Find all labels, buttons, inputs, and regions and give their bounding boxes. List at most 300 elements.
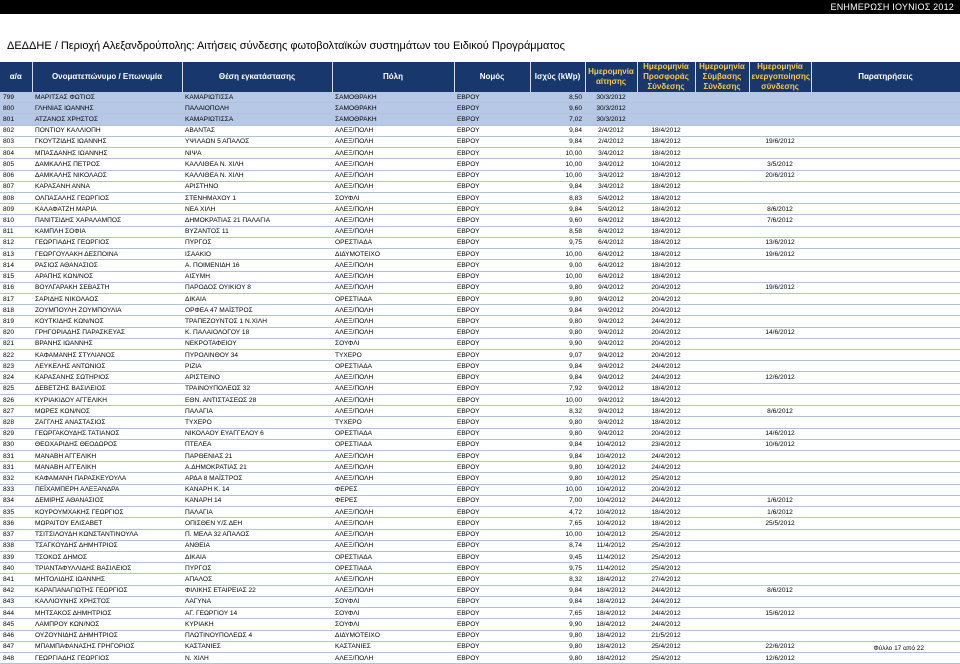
cell-offer-date: 25/4/2012 <box>637 529 695 540</box>
cell-application-date: 2/4/2012 <box>585 125 637 136</box>
cell-remarks <box>811 170 960 181</box>
cell-offer-date: 25/4/2012 <box>637 551 695 562</box>
cell-aa: 843 <box>0 596 32 607</box>
cell-application-date: 18/4/2012 <box>585 585 637 596</box>
cell-location: ΑΠΑΛΟΣ <box>182 574 332 585</box>
cell-name: ΜΠΑΜΠΑΦΑΝΑΣΗΣ ΓΡΗΓΟΡΙΟΣ <box>32 641 182 652</box>
cell-contract-date <box>695 192 749 203</box>
cell-city: ΣΑΜΟΘΡΑΚΗ <box>332 114 454 125</box>
cell-prefecture: ΕΒΡΟΥ <box>454 451 530 462</box>
cell-activation-date: 12/6/2012 <box>749 652 811 663</box>
cell-prefecture: ΕΒΡΟΥ <box>454 350 530 361</box>
cell-contract-date <box>695 495 749 506</box>
table-row <box>0 563 960 574</box>
cell-name: ΚΑΦΑΜΑΝΗΣ ΣΤΥΛΙΑΝΟΣ <box>32 350 182 361</box>
cell-name: ΚΑΜΠΛΗ ΣΟΦΙΑ <box>32 226 182 237</box>
cell-location: ΛΑΓΥΝΑ <box>182 596 332 607</box>
cell-location: ΑΝΘΕΙΑ <box>182 540 332 551</box>
table-row <box>0 249 960 260</box>
cell-power: 9,84 <box>530 204 585 215</box>
cell-remarks <box>811 92 960 103</box>
table-row <box>0 596 960 607</box>
cell-contract-date <box>695 316 749 327</box>
table-row <box>0 585 960 596</box>
cell-offer-date: 18/4/2012 <box>637 518 695 529</box>
cell-location: ΑΡΔΑ 8 ΜΑΪΣΤΡΟΣ <box>182 473 332 484</box>
cell-power: 9,84 <box>530 136 585 147</box>
cell-name: ΜΩΡΕΣ ΚΩΝ/ΝΟΣ <box>32 406 182 417</box>
table-row <box>0 181 960 192</box>
cell-aa: 801 <box>0 114 32 125</box>
cell-activation-date <box>749 361 811 372</box>
cell-contract-date <box>695 271 749 282</box>
cell-application-date: 9/4/2012 <box>585 327 637 338</box>
cell-power: 10,00 <box>530 271 585 282</box>
cell-city: ΟΡΕΣΤΙΑΔΑ <box>332 551 454 562</box>
cell-contract-date <box>695 204 749 215</box>
cell-remarks <box>811 249 960 260</box>
table-row <box>0 619 960 630</box>
cell-prefecture: ΕΒΡΟΥ <box>454 125 530 136</box>
page-title: ΔΕΔΔΗΕ / Περιοχή Αλεξανδρούπολης: Αιτήσεις σύνδεσης φωτοβολταϊκών συστημάτων του Ειδικού Προγράμματος <box>7 40 565 52</box>
cell-offer-date: 24/4/2012 <box>637 585 695 596</box>
cell-remarks <box>811 305 960 316</box>
cell-power: 9,84 <box>530 439 585 450</box>
table-row <box>0 383 960 394</box>
cell-prefecture: ΕΒΡΟΥ <box>454 136 530 147</box>
cell-application-date: 9/4/2012 <box>585 350 637 361</box>
cell-contract-date <box>695 619 749 630</box>
cell-activation-date: 19/6/2012 <box>749 136 811 147</box>
table-row <box>0 103 960 114</box>
cell-application-date: 5/4/2012 <box>585 192 637 203</box>
cell-aa: 818 <box>0 305 32 316</box>
cell-location: ΚΑΛΛΙΘΕΑ Ν. ΧΙΛΗ <box>182 159 332 170</box>
cell-city: ΤΥΧΕΡΟ <box>332 350 454 361</box>
cell-aa: 814 <box>0 260 32 271</box>
cell-activation-date: 1/6/2012 <box>749 507 811 518</box>
cell-location: ΝΙΚΟΛΑΟΥ ΕΥΑΓΓΕΛΟΥ 6 <box>182 428 332 439</box>
cell-contract-date <box>695 260 749 271</box>
cell-power: 9,75 <box>530 237 585 248</box>
cell-activation-date <box>749 192 811 203</box>
cell-offer-date: 10/4/2012 <box>637 159 695 170</box>
cell-location: Ν. ΧΙΛΗ <box>182 652 332 663</box>
cell-offer-date: 20/4/2012 <box>637 350 695 361</box>
cell-city: ΦΕΡΕΣ <box>332 495 454 506</box>
cell-power: 7,92 <box>530 383 585 394</box>
cell-activation-date <box>749 417 811 428</box>
cell-application-date: 10/4/2012 <box>585 451 637 462</box>
cell-city: ΑΛΕΞ/ΠΟΛΗ <box>332 652 454 663</box>
cell-city: ΤΥΧΕΡΟ <box>332 417 454 428</box>
cell-name: ΟΥΖΟΥΝΙΔΗΣ ΔΗΜΗΤΡΙΟΣ <box>32 630 182 641</box>
cell-prefecture: ΕΒΡΟΥ <box>454 417 530 428</box>
cell-remarks <box>811 529 960 540</box>
cell-activation-date: 10/6/2012 <box>749 439 811 450</box>
cell-power: 10,00 <box>530 249 585 260</box>
cell-name: ΔΕΒΕΤΖΗΣ ΒΑΣΙΛΕΙΟΣ <box>32 383 182 394</box>
cell-contract-date <box>695 585 749 596</box>
cell-aa: 816 <box>0 282 32 293</box>
cell-location: ΡΙΖΙΑ <box>182 361 332 372</box>
cell-application-date: 6/4/2012 <box>585 215 637 226</box>
cell-contract-date <box>695 249 749 260</box>
cell-name: ΠΑΝΙΤΣΙΔΗΣ ΧΑΡΑΛΑΜΠΟΣ <box>32 215 182 226</box>
cell-city: ΑΛΕΞ/ΠΟΛΗ <box>332 260 454 271</box>
cell-offer-date: 20/4/2012 <box>637 305 695 316</box>
cell-name: ΟΛΠΑΣΑΛΗΣ ΓΕΩΡΓΙΟΣ <box>32 192 182 203</box>
cell-aa: 820 <box>0 327 32 338</box>
table-row <box>0 293 960 304</box>
cell-power: 8,32 <box>530 406 585 417</box>
cell-name: ΤΣΙΤΣΙΛΟΥΔΗ ΚΩΝΣΤΑΝΤΙΝΟΥΛΑ <box>32 529 182 540</box>
cell-power: 8,32 <box>530 574 585 585</box>
cell-power: 8,83 <box>530 192 585 203</box>
table-row <box>0 192 960 203</box>
cell-city: ΣΟΥΦΛΙ <box>332 192 454 203</box>
cell-aa: 809 <box>0 204 32 215</box>
cell-application-date: 9/4/2012 <box>585 338 637 349</box>
cell-offer-date: 18/4/2012 <box>637 237 695 248</box>
table-row <box>0 641 960 652</box>
cell-activation-date <box>749 114 811 125</box>
cell-aa: 817 <box>0 293 32 304</box>
table-row <box>0 507 960 518</box>
cell-activation-date: 14/6/2012 <box>749 428 811 439</box>
table-row <box>0 338 960 349</box>
cell-location: ΔΙΚΑΙΑ <box>182 551 332 562</box>
cell-activation-date <box>749 103 811 114</box>
cell-application-date: 9/4/2012 <box>585 372 637 383</box>
cell-city: ΑΛΕΞ/ΠΟΛΗ <box>332 316 454 327</box>
cell-contract-date <box>695 484 749 495</box>
cell-aa: 831 <box>0 462 32 473</box>
cell-prefecture: ΕΒΡΟΥ <box>454 383 530 394</box>
cell-location: ΤΡΑΙΝΟΥΠΟΛΕΩΣ 32 <box>182 383 332 394</box>
cell-offer-date: 18/4/2012 <box>637 260 695 271</box>
cell-power: 10,00 <box>530 484 585 495</box>
cell-offer-date: 18/4/2012 <box>637 136 695 147</box>
cell-prefecture: ΕΒΡΟΥ <box>454 585 530 596</box>
cell-contract-date <box>695 282 749 293</box>
cell-name: ΠΕΪΧΑΜΠΕΡΗ ΑΛΕΞΑΝΔΡΑ <box>32 484 182 495</box>
table-row <box>0 114 960 125</box>
cell-activation-date: 22/6/2012 <box>749 641 811 652</box>
cell-application-date: 3/4/2012 <box>585 181 637 192</box>
cell-city: ΑΛΕΞ/ΠΟΛΗ <box>332 540 454 551</box>
cell-power: 9,80 <box>530 630 585 641</box>
cell-aa: 826 <box>0 394 32 405</box>
cell-name: ΔΑΜΚΑΛΗΣ ΝΙΚΟΛΑΟΣ <box>32 170 182 181</box>
cell-application-date: 9/4/2012 <box>585 293 637 304</box>
cell-power: 9,84 <box>530 585 585 596</box>
cell-activation-date <box>749 473 811 484</box>
cell-offer-date: 20/4/2012 <box>637 484 695 495</box>
cell-location: ΦΙΛΙΚΗΣ ΕΤΑΙΡΕΙΑΣ 22 <box>182 585 332 596</box>
cell-power: 10,00 <box>530 159 585 170</box>
cell-application-date: 9/4/2012 <box>585 417 637 428</box>
cell-city: ΑΛΕΞ/ΠΟΛΗ <box>332 125 454 136</box>
cell-offer-date: 18/4/2012 <box>637 226 695 237</box>
cell-location: ΑΡΙΣΤΗΝΟ <box>182 181 332 192</box>
cell-application-date: 10/4/2012 <box>585 462 637 473</box>
cell-contract-date <box>695 574 749 585</box>
cell-prefecture: ΕΒΡΟΥ <box>454 92 530 103</box>
cell-prefecture: ΕΒΡΟΥ <box>454 215 530 226</box>
cell-power: 9,45 <box>530 551 585 562</box>
cell-location: ΥΨΙΛΑΩΝ 5 ΑΠΑΛΟΣ <box>182 136 332 147</box>
table-row <box>0 529 960 540</box>
cell-activation-date <box>749 383 811 394</box>
table-row <box>0 551 960 562</box>
table-row <box>0 136 960 147</box>
cell-city: ΟΡΕΣΤΙΑΔΑ <box>332 428 454 439</box>
cell-city: ΑΛΕΞ/ΠΟΛΗ <box>332 394 454 405</box>
cell-offer-date: 24/4/2012 <box>637 361 695 372</box>
cell-remarks <box>811 551 960 562</box>
cell-location: ΔΗΜΟΚΡΑΤΙΑΣ 21 ΠΑΛΑΓΙΑ <box>182 215 332 226</box>
cell-location: ΠΥΡΓΟΣ <box>182 237 332 248</box>
cell-application-date: 10/4/2012 <box>585 495 637 506</box>
cell-aa: 808 <box>0 192 32 203</box>
cell-city: ΣΑΜΟΘΡΑΚΗ <box>332 103 454 114</box>
cell-offer-date: 24/4/2012 <box>637 596 695 607</box>
cell-city: ΑΛΕΞ/ΠΟΛΗ <box>332 451 454 462</box>
cell-name: ΡΑΣΙΟΣ ΑΘΑΝΑΣΙΟΣ <box>32 260 182 271</box>
cell-location: ΝΕΚΡΟΤΑΦΕΙΟΥ <box>182 338 332 349</box>
cell-remarks <box>811 473 960 484</box>
cell-application-date: 30/3/2012 <box>585 103 637 114</box>
cell-name: ΜΗΤΣΑΚΟΣ ΔΗΜΗΤΡΙΟΣ <box>32 608 182 619</box>
table-row <box>0 484 960 495</box>
cell-aa: 805 <box>0 159 32 170</box>
cell-city: ΑΛΕΞ/ΠΟΛΗ <box>332 204 454 215</box>
cell-power: 8,74 <box>530 540 585 551</box>
cell-power: 9,80 <box>530 327 585 338</box>
cell-remarks <box>811 271 960 282</box>
cell-offer-date: 25/4/2012 <box>637 641 695 652</box>
cell-remarks <box>811 417 960 428</box>
cell-activation-date <box>749 226 811 237</box>
table-row <box>0 406 960 417</box>
table-row <box>0 574 960 585</box>
cell-remarks <box>811 462 960 473</box>
table-row <box>0 462 960 473</box>
cell-remarks <box>811 507 960 518</box>
cell-location: ΚΑΜΑΡΙΩΤΙΣΣΑ <box>182 114 332 125</box>
cell-power: 9,80 <box>530 293 585 304</box>
cell-application-date: 18/4/2012 <box>585 619 637 630</box>
cell-contract-date <box>695 641 749 652</box>
cell-prefecture: ΕΒΡΟΥ <box>454 148 530 159</box>
cell-offer-date: 18/4/2012 <box>637 383 695 394</box>
cell-activation-date <box>749 316 811 327</box>
cell-name: ΓΕΩΡΓΙΑΔΗΣ ΓΕΩΡΓΙΟΣ <box>32 652 182 663</box>
cell-location: ΑΒΑΝΤΑΣ <box>182 125 332 136</box>
cell-name: ΛΕΥΚΕΛΗΣ ΑΝΤΩΝΙΟΣ <box>32 361 182 372</box>
table-row <box>0 540 960 551</box>
col-application-date: Ημερομηνία αίτησης <box>585 62 637 92</box>
cell-prefecture: ΕΒΡΟΥ <box>454 338 530 349</box>
col-offer-date: Ημερομηνία Προσφοράς Σύνδεσης <box>637 62 695 92</box>
cell-offer-date: 24/4/2012 <box>637 372 695 383</box>
table-row <box>0 215 960 226</box>
cell-remarks <box>811 226 960 237</box>
cell-aa: 829 <box>0 428 32 439</box>
cell-prefecture: ΕΒΡΟΥ <box>454 563 530 574</box>
cell-offer-date: 18/4/2012 <box>637 170 695 181</box>
cell-name: ΚΟΥΡΟΥΜΧΑΚΗΣ ΓΕΩΡΓΙΟΣ <box>32 507 182 518</box>
cell-activation-date <box>749 271 811 282</box>
cell-power: 9,75 <box>530 563 585 574</box>
cell-offer-date: 18/4/2012 <box>637 394 695 405</box>
cell-power: 9,84 <box>530 372 585 383</box>
cell-remarks <box>811 192 960 203</box>
cell-remarks <box>811 406 960 417</box>
cell-city: ΑΛΕΞ/ΠΟΛΗ <box>332 226 454 237</box>
table-row <box>0 204 960 215</box>
col-activation-date: Ημερομηνία ενεργοποίησης σύνδεσης <box>749 62 811 92</box>
cell-prefecture: ΕΒΡΟΥ <box>454 271 530 282</box>
table-row <box>0 226 960 237</box>
cell-city: ΣΟΥΦΛΙ <box>332 596 454 607</box>
cell-contract-date <box>695 350 749 361</box>
cell-power: 9,07 <box>530 350 585 361</box>
cell-power: 9,84 <box>530 361 585 372</box>
cell-offer-date <box>637 114 695 125</box>
cell-aa: 839 <box>0 551 32 562</box>
cell-city: ΑΛΕΞ/ΠΟΛΗ <box>332 170 454 181</box>
page-number: Φύλλο 17 από 22 <box>873 645 924 652</box>
cell-prefecture: ΕΒΡΟΥ <box>454 293 530 304</box>
cell-contract-date <box>695 507 749 518</box>
cell-offer-date: 21/5/2012 <box>637 630 695 641</box>
table-row <box>0 439 960 450</box>
table-header-row <box>0 62 960 92</box>
cell-activation-date: 19/6/2012 <box>749 249 811 260</box>
cell-aa: 806 <box>0 170 32 181</box>
cell-name: ΤΣΟΚΟΣ ΔΗΜΟΣ <box>32 551 182 562</box>
cell-city: ΚΑΣΤΑΝΙΕΣ <box>332 641 454 652</box>
cell-remarks <box>811 574 960 585</box>
cell-power: 9,84 <box>530 596 585 607</box>
cell-location: ΕΘΝ. ΑΝΤΙΣΤΑΣΕΩΣ 28 <box>182 394 332 405</box>
cell-name: ΜΠΑΣΔΑΝΗΣ ΙΩΑΝΝΗΣ <box>32 148 182 159</box>
cell-location: ΚΑΣΤΑΝΙΕΣ <box>182 641 332 652</box>
cell-offer-date: 25/4/2012 <box>637 652 695 663</box>
table-body <box>0 92 960 664</box>
table-row <box>0 327 960 338</box>
cell-city: ΟΡΕΣΤΙΑΔΑ <box>332 361 454 372</box>
cell-contract-date <box>695 361 749 372</box>
cell-offer-date: 20/4/2012 <box>637 428 695 439</box>
cell-contract-date <box>695 596 749 607</box>
cell-aa: 812 <box>0 237 32 248</box>
cell-activation-date <box>749 125 811 136</box>
cell-name: ΔΑΜΚΑΛΗΣ ΠΕΤΡΟΣ <box>32 159 182 170</box>
cell-location: ΠΑΡΟΔΟΣ ΟΥΙΚΙΟΥ 8 <box>182 282 332 293</box>
table-row <box>0 652 960 663</box>
cell-activation-date <box>749 451 811 462</box>
cell-application-date: 18/4/2012 <box>585 630 637 641</box>
table-row <box>0 148 960 159</box>
cell-offer-date: 18/4/2012 <box>637 507 695 518</box>
table-row <box>0 305 960 316</box>
cell-aa: 819 <box>0 316 32 327</box>
cell-prefecture: ΕΒΡΟΥ <box>454 439 530 450</box>
cell-offer-date: 18/4/2012 <box>637 148 695 159</box>
cell-activation-date <box>749 462 811 473</box>
cell-city: ΣΟΥΦΛΙ <box>332 619 454 630</box>
cell-aa: 823 <box>0 361 32 372</box>
cell-remarks <box>811 518 960 529</box>
cell-offer-date: 18/4/2012 <box>637 215 695 226</box>
cell-location: ΠΥΡΓΟΣ <box>182 563 332 574</box>
cell-power: 7,65 <box>530 518 585 529</box>
cell-remarks <box>811 540 960 551</box>
cell-power: 9,80 <box>530 417 585 428</box>
cell-power: 9,80 <box>530 316 585 327</box>
cell-power: 9,00 <box>530 260 585 271</box>
cell-name: ΖΑΓΓΛΗΣ ΑΝΑΣΤΑΣΙΟΣ <box>32 417 182 428</box>
cell-application-date: 9/4/2012 <box>585 316 637 327</box>
cell-remarks <box>811 181 960 192</box>
cell-aa: 832 <box>0 473 32 484</box>
cell-offer-date: 24/4/2012 <box>637 451 695 462</box>
cell-activation-date: 13/6/2012 <box>749 237 811 248</box>
cell-name: ΠΟΝΤΙΟΥ ΚΑΛΛΙΟΠΗ <box>32 125 182 136</box>
cell-power: 9,84 <box>530 305 585 316</box>
cell-location: ΚΑΜΑΡΙΩΤΙΣΣΑ <box>182 92 332 103</box>
table-row <box>0 260 960 271</box>
cell-offer-date: 24/4/2012 <box>637 462 695 473</box>
cell-name: ΤΣΑΓΚΟΥΔΗΣ ΔΗΜΗΤΡΙΟΣ <box>32 540 182 551</box>
cell-location: ΠΑΛΑΙΟΠΟΛΗ <box>182 103 332 114</box>
cell-power: 9,80 <box>530 473 585 484</box>
cell-remarks <box>811 484 960 495</box>
cell-location: Α.ΔΗΜΟΚΡΑΤΙΑΣ 21 <box>182 462 332 473</box>
table-row <box>0 271 960 282</box>
cell-aa: 811 <box>0 226 32 237</box>
cell-name: ΜΩΡΑΙΤΟΥ ΕΛΙΣΑΒΕΤ <box>32 518 182 529</box>
cell-name: ΛΑΜΠΡΟΥ ΚΩΝ/ΝΟΣ <box>32 619 182 630</box>
cell-name: ΖΟΥΜΠΟΥΛΗ ΖΟΥΜΠΟΥΛΙΑ <box>32 305 182 316</box>
table-row <box>0 417 960 428</box>
cell-remarks <box>811 608 960 619</box>
cell-city: ΟΡΕΣΤΙΑΔΑ <box>332 563 454 574</box>
cell-location: ΝΕΑ ΧΙΛΗ <box>182 204 332 215</box>
table-row <box>0 350 960 361</box>
cell-prefecture: ΕΒΡΟΥ <box>454 237 530 248</box>
cell-application-date: 6/4/2012 <box>585 271 637 282</box>
cell-contract-date <box>695 327 749 338</box>
cell-activation-date <box>749 551 811 562</box>
cell-activation-date <box>749 350 811 361</box>
cell-name: ΓΕΩΡΓΑΚΟΥΔΗΣ ΤΑΤΙΑΝΟΣ <box>32 428 182 439</box>
table-row <box>0 518 960 529</box>
cell-application-date: 30/3/2012 <box>585 114 637 125</box>
cell-power: 7,00 <box>530 495 585 506</box>
table-row <box>0 630 960 641</box>
cell-prefecture: ΕΒΡΟΥ <box>454 462 530 473</box>
cell-contract-date <box>695 170 749 181</box>
cell-application-date: 10/4/2012 <box>585 529 637 540</box>
cell-city: ΑΛΕΞ/ΠΟΛΗ <box>332 305 454 316</box>
cell-application-date: 3/4/2012 <box>585 170 637 181</box>
cell-contract-date <box>695 114 749 125</box>
cell-aa: 804 <box>0 148 32 159</box>
